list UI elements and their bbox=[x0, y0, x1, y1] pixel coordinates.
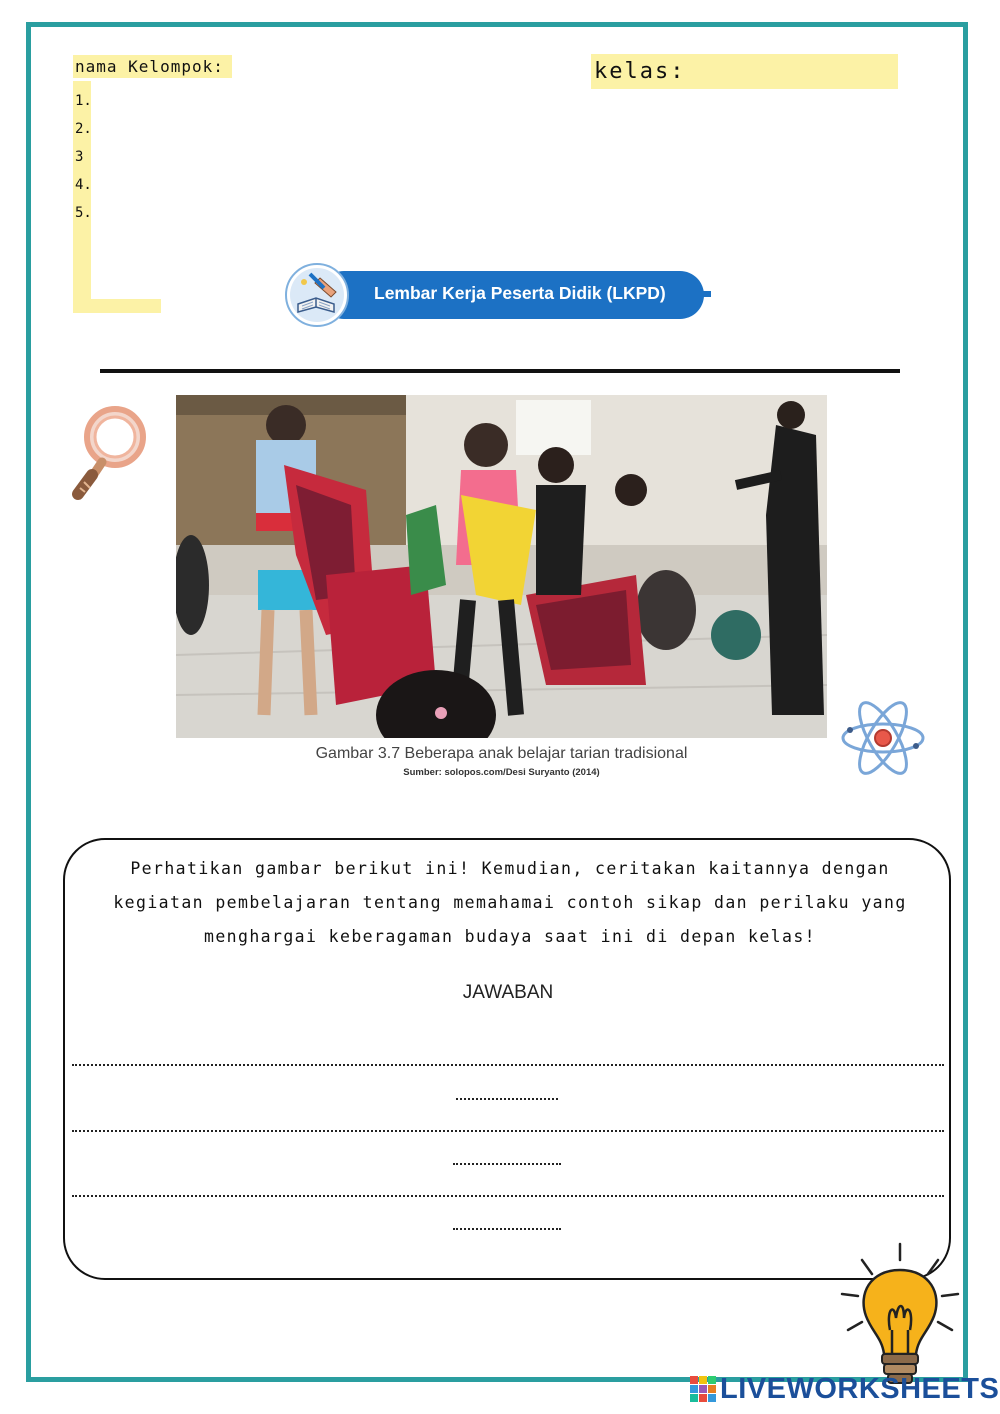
group-highlight-foot bbox=[73, 299, 161, 313]
group-member-list bbox=[75, 87, 92, 227]
liveworksheets-blocks-icon bbox=[690, 1376, 718, 1404]
group-member-2[interactable]: 2. bbox=[75, 121, 92, 137]
answer-line-3-end[interactable] bbox=[453, 1228, 561, 1230]
magnifier-icon bbox=[70, 402, 150, 504]
answer-line-2[interactable] bbox=[72, 1130, 944, 1132]
jawaban-heading: JAWABAN bbox=[462, 982, 554, 1003]
group-member-5[interactable]: 5. bbox=[75, 205, 92, 221]
banner-tail bbox=[703, 291, 711, 297]
question-text: Perhatikan gambar berikut ini! Kemudian, ceritakan kaitannya dengan kegiatan pembelajaran tentang memahamai contoh sikap dan perilaku yang menghargai keberagaman budaya saat ini di depan kelas! bbox=[113, 859, 907, 946]
horizontal-rule bbox=[100, 369, 900, 373]
lightbulb-icon bbox=[836, 1240, 964, 1390]
liveworksheets-logo bbox=[690, 1373, 999, 1406]
answer-line-1[interactable] bbox=[72, 1064, 944, 1066]
group-member-3[interactable]: 3 bbox=[75, 149, 84, 165]
answer-line-3[interactable] bbox=[72, 1195, 944, 1197]
group-member-1[interactable]: 1. bbox=[75, 93, 92, 109]
banner-title: Lembar Kerja Peserta Didik (LKPD) bbox=[374, 283, 666, 303]
figure-source: Sumber: solopos.com/Desi Suryanto (2014) bbox=[403, 767, 600, 778]
group-title: nama Kelompok: bbox=[73, 55, 232, 78]
group-member-4[interactable]: 4. bbox=[75, 177, 92, 193]
lkpd-banner bbox=[284, 262, 710, 328]
answer-line-1-end[interactable] bbox=[456, 1098, 558, 1100]
book-icon bbox=[284, 262, 350, 328]
liveworksheets-text: LIVEWORKSHEETS bbox=[720, 1373, 1000, 1405]
atom-icon bbox=[838, 700, 928, 776]
answer-line-2-end[interactable] bbox=[453, 1163, 561, 1165]
figure-caption: Gambar 3.7 Beberapa anak belajar tarian tradisional bbox=[315, 745, 688, 762]
kelas-field[interactable]: kelas: bbox=[591, 54, 898, 89]
photo-children-dancing bbox=[176, 395, 827, 738]
